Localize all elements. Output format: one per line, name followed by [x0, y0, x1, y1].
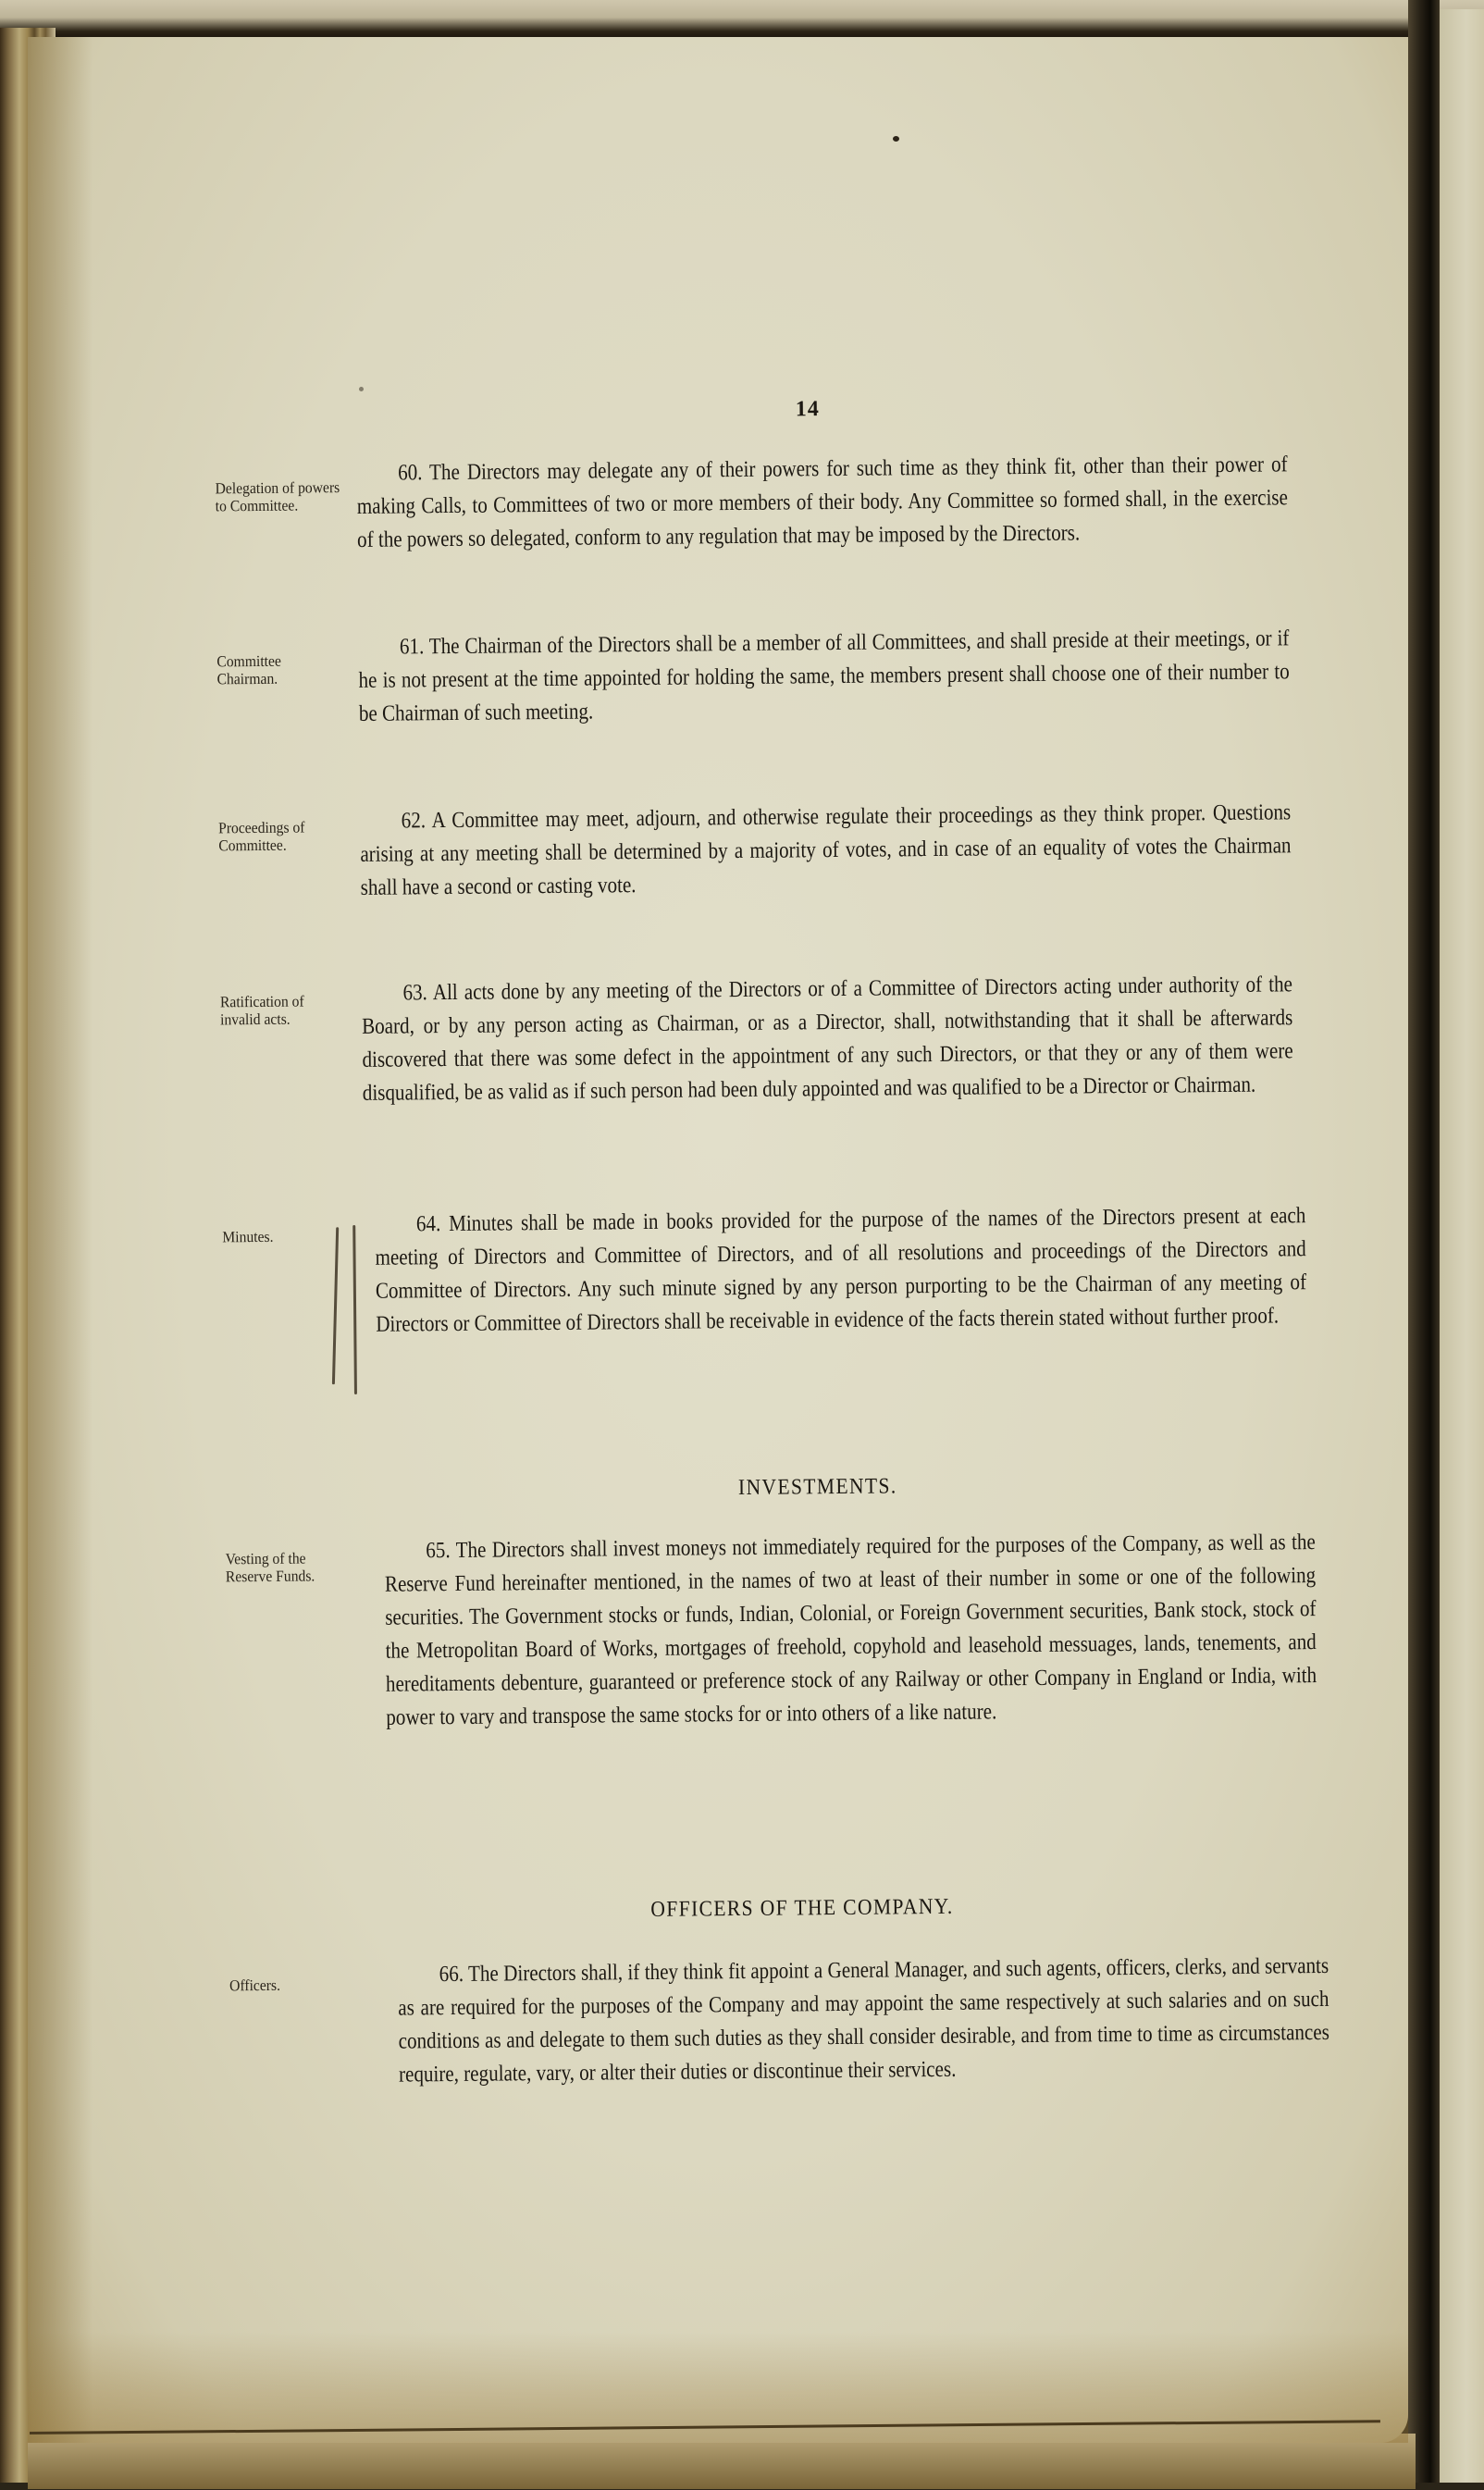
paragraph-number: 64. [415, 1211, 450, 1237]
margin-note-committee-chairman: Committee Chairman. [216, 651, 281, 688]
paragraph-number: 60. [397, 460, 430, 486]
paragraph-61 [358, 622, 1290, 731]
margin-note-officers: Officers. [229, 1976, 281, 1995]
paragraph-text: The Directors shall invest moneys not immediately required for the purposes of the Company, as well as the Reserve Fund hereinafter mentioned, in the names of two at least of their number in some or one of the following securities. The Government stocks or funds, Indian, Colonial, or Foreign Government securities, Bank stock, stock of the Metropolitan Board of Works, mortgages of freehold, copyhold and leasehold messuages, lands, tenements, and hereditaments debenture, guaranteed or preference stock of any Railway or other Company in England or India, with power to vary and transpose the same stocks for or into others of a like nature. [384, 1530, 1317, 1730]
paragraph-62 [360, 796, 1292, 905]
section-heading-investments: INVESTMENTS. [737, 1474, 897, 1501]
paragraph-number: 61. [399, 634, 429, 660]
margin-note-ratification: Ratification of invalid acts. [219, 992, 304, 1029]
paragraph-number: 66. [439, 1961, 469, 1988]
paragraph-text: The Directors shall, if they think fit appoint a General Manager, and such agents, officers, clerks, and servants as are required for the purposes of the Company and may appoint the same respectively at such salaries and on such conditions as and delegate to them such duties as they shall consider desirable, and from time to time as circumstances require, regulate, vary, or alter their duties or discontinue their services. [398, 1952, 1329, 2087]
pencil-margin-mark [352, 1225, 357, 1394]
paragraph-number: 62. [401, 808, 432, 834]
paragraph-text: A Committee may meet, adjourn, and otherwise regulate their proceedings as they think proper. Questions arising at any meeting shall be determined by a majority of votes, and in case of an equality of votes the Chairman shall have a second or casting vote. [360, 799, 1292, 900]
paragraph-text: The Chairman of the Directors shall be a member of all Committees, and shall preside at their meetings, or if he is not present at the time appointed for holding the same, the members present shall choose one of their number to be Chairman of such meeting. [358, 626, 1290, 726]
paragraph-text: Minutes shall be made in books provided for the purpose of the names of the Directors present at each meeting of Directors and Committee of Directors, and of all resolutions and proceedings of the Directors and Committee of Directors. Any such minute signed by any person purporting to be the Chairman of any meeting of Directors or Committee of Directors shall be receivable in evidence of the facts therein stated without further proof. [375, 1203, 1307, 1337]
page-number: 14 [795, 397, 820, 422]
margin-note-delegation: Delegation of powers to Committee. [215, 478, 340, 515]
margin-note-proceedings: Proceedings of Committee. [217, 818, 305, 855]
margin-note-minutes: Minutes. [222, 1227, 274, 1246]
paragraph-60 [356, 448, 1288, 557]
pencil-margin-mark [332, 1227, 339, 1384]
paragraph-64 [375, 1199, 1307, 1342]
section-heading-officers: OFFICERS OF THE COMPANY. [650, 1894, 954, 1922]
paragraph-63 [362, 968, 1294, 1110]
paragraph-number: 65. [426, 1537, 456, 1564]
paragraph-66 [398, 1950, 1330, 2092]
paragraph-text: The Directors may delegate any of their powers for such time as they think fit, other than their power of making Calls, to Committees of two or more members of their body. Any Committee so formed shall, in the exercise of the powers so delegated, conform to any regulation that may be imposed by the Directors. [356, 452, 1289, 552]
margin-note-vesting: Vesting of the Reserve Funds. [225, 1549, 315, 1586]
paragraph-65 [384, 1526, 1317, 1735]
paragraph-number: 63. [402, 980, 433, 1006]
paragraph-text: All acts done by any meeting of the Directors or of a Committee of Directors acting under authority of the Board, or by any person acting as Chairman, or as a Director, shall, notwithstanding that it shall be afterwards discovered that there was some defect in the appointment of any such Directors, or that they or any of them were disqualified, be as valid as if such person had been duly appointed and was qualified to be a Director or Chairman. [362, 972, 1293, 1106]
